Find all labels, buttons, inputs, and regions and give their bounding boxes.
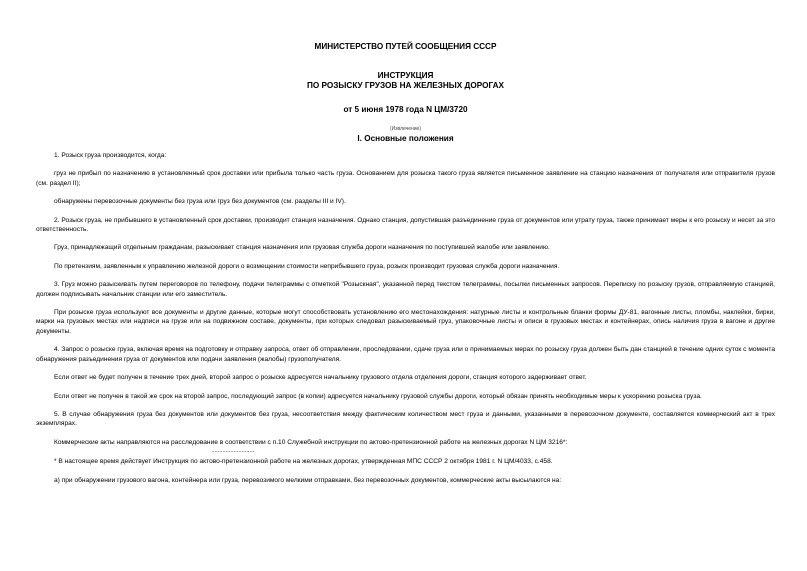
paragraph-10: Если ответ не будет получен в течение трех дней, второй запрос о розыске адресуется начальнику грузового отдела отделения дороги, станция которого задерживает ответ.	[54, 374, 587, 382]
ministry-heading: МИНИСТЕРСТВО ПУТЕЙ СООБЩЕНИЯ СССР	[314, 42, 497, 51]
footnote-separator: ----------------	[212, 448, 256, 456]
paragraph-6: По претензиям, заявленным к управлению железной дороги о возмещении стоимости неприбывшего груза, розыск производит грузовая служба дороги назначения.	[54, 262, 560, 270]
paragraph-7: 3. Груз можно разыскивать путем переговоров по телефону, подачи телеграммы с отметкой "Розыскная", указанной перед текстом телеграммы, посылки письменных запросов. Переписку по розыску грузов, отправляемую станцией, должен подписывать начальник станции или его заместитель.	[36, 281, 775, 298]
paragraph-14: а) при обнаружении грузового вагона, контейнера или груза, перевозимого мелкими отправками, без перевозочных документов, коммерческие акты высылаются на:	[54, 476, 562, 484]
document-date: от 5 июня 1978 года N ЦМ/3720	[343, 105, 468, 114]
paragraph-9: 4. Запрос о розыске груза, включая время на подготовку и отправку запроса, ответ об отправлении, проследовании, сдаче груза или о принимаемых мерах по розыску груза должен быть дан станцией в течение одних суток с момента обнаружения разъединения груза от документов или подачи заявления (жалобы) грузополучателя.	[36, 346, 775, 363]
paragraph-1: 1. Розыск груза производится, когда:	[54, 152, 167, 159]
paragraph-8: При розыске груза используют все документы и другие данные, которые могут способствовать установлению его местонахождения: натурные листы и контрольные бланки формы ДУ-81, вагонные листы, пломбы, наклейки, бирки, марки на грузовых местах или надписи на грузе или на подвижном составе, документы, при которых следовал разыскиваемый груз, упаковочные листы и описи в грузовых местах и контейнерах, опись наличия груза в вагоне и другие документы.	[36, 309, 775, 335]
section-title: I. Основные положения	[357, 134, 454, 143]
paragraph-12: 5. В случае обнаружения груза без документов или документов без груза, несоответствия между фактическим количеством мест груза и данными, указанными в перевозочном документе, составляется коммерческий акт в трех экземплярах.	[36, 410, 775, 428]
excerpt-note: (Извлечение)	[389, 126, 421, 132]
title-line-2: ПО РОЗЫСКУ ГРУЗОВ НА ЖЕЛЕЗНЫХ ДОРОГАХ	[307, 81, 504, 90]
paragraph-11: Если ответ не получен в такой же срок на второй запрос, последующий запрос (в копии) адресуется начальнику грузовой службы дороги, который обязан принять необходимые меры к ускорению розыска груза.	[54, 392, 702, 400]
paragraph-2: груз не прибыл по назначению в установленный срок доставки или прибыла только часть груза. Основанием для розыска такого груза является письменное заявление на станцию назначения от получателя или отправителя грузов (см. раздел II);	[36, 170, 775, 187]
paragraph-3: обнаружены перевозочные документы без груза или груз без документов (см. разделы III и IV).	[54, 198, 346, 206]
footnote-text: * В настоящее время действует Инструкция по актово-претензионной работе на железных дорогах, утвержденная МПС СССР 2 октября 1981 г. N ЦМ/4033, с.458.	[54, 458, 553, 466]
paragraph-5: Груз, принадлежащий отдельным гражданам, разыскивает станция назначения или грузовая служба дороги назначения по поступившей жалобе или заявлению.	[54, 244, 550, 252]
paragraph-13: Коммерческие акты направляются на расследование в соответствии с п.10 Служебной инструкции по актово-претензионной работе на железных дорогах N ЦМ 3216*:	[54, 438, 568, 446]
document-title	[36, 71, 775, 91]
paragraph-4: 2. Розыск груза, не прибывшего в установленный срок доставки, производит станция назначения. Однако станция, допустившая разъединение груза от документов или утрату груза, также принимает меры к его розыску и несет за это ответственность.	[36, 216, 775, 234]
title-line-1: ИНСТРУКЦИЯ	[377, 71, 434, 80]
